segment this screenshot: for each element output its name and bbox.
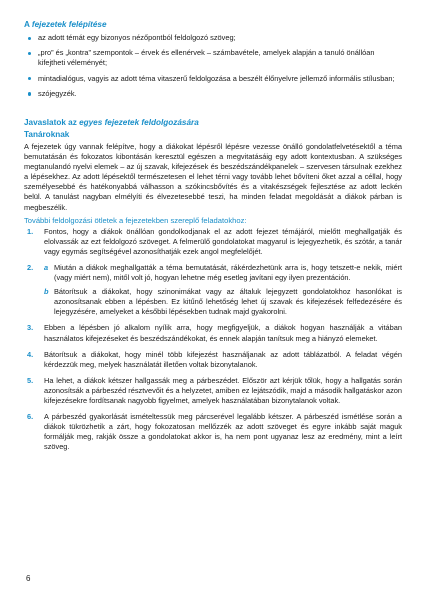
page-number: 6 — [26, 574, 31, 583]
item-number: 6. — [27, 412, 34, 422]
section-heading-structure: A fejezetek felépítése — [24, 20, 107, 29]
list-item-5 — [24, 376, 402, 406]
item-text: Fontos, hogy a diákok önállóan gondolkodjanak el az adott fejezet témájáról, mielőtt meghallgatják és elolvassák az ezt feldolgozó szöveget. A felmerülő gondolatokat magyarul is lejegyezhetik, és szótár, a tanár vagy egymás segítségével azonosíthatják ezek angol megfelelőjét. — [44, 226, 402, 256]
sub-item-b — [44, 287, 402, 317]
page-content — [24, 20, 402, 458]
item-number: 4. — [27, 349, 34, 359]
list-item-2 — [24, 263, 402, 317]
item-number: 3. — [27, 323, 34, 333]
bullet-item: mintadialógus, vagyis az adott téma vitaszerű feldolgozása a beszélt élőnyelvre jellemző informális stílusban; — [24, 74, 402, 84]
item-number: 1. — [27, 226, 34, 236]
item-text: A párbeszéd gyakorlását ismételtessük meg párcserével legalább kétszer. A párbeszéd ismétlése során a diákok tükrözhetik a zárt, hogy fokozatosan mellőzzék az adott szöveget és egyre inkább saját maguk formálják meg, rakják össze a gondolatokat akkor is, ha nem pont ugyanaz lesz az eredmény, mint a leírt szöveg. — [44, 412, 402, 452]
numbered-list — [24, 227, 402, 453]
item-number: 2. — [27, 262, 34, 272]
item-text: Ebben a lépésben jó alkalom nyílik arra, hogy megfigyeljük, a diákok hogyan használják a vitában használatos kifejezéseket és beszédszándékokat, és ennek alapján tanítsuk meg a hiányzó elemeket. — [44, 323, 402, 343]
structure-bullet-list — [24, 33, 402, 99]
item-text: Bátorítsuk a diákokat, hogy minél több kifejezést használjanak az adott táblázatból. A feladat végén kérdezzük meg, melyek használatát illetően voltak bizonytalanok. — [44, 349, 402, 369]
sub-text: Bátorítsuk a diákokat, hogy szinonimákat vagy az általuk lejegyzett gondolatokhoz hasonlókat is azonosítsanak ebben a lépésben. Ez kitűnő lehetőség lehet új szavak és kifejezések felfedezésére és lejegyzésére, amelyeket a későbbi lépésekben tudnak majd gyakorolni. — [54, 287, 402, 317]
list-item-6 — [24, 412, 402, 452]
sub-item-a — [44, 263, 402, 283]
sub-text: Miután a diákok meghallgatták a téma bemutatását, rákérdezhetünk arra is, hogy tetszett-e nekik, miért (vagy miért nem), mitől volt jó, hogyan lehetne még esetleg javítani egy ilyen prezentáción. — [54, 262, 402, 283]
bullet-item: az adott témát egy bizonyos nézőpontból feldolgozó szöveg; — [24, 33, 402, 43]
intro-paragraph: A fejezetek úgy vannak felépítve, hogy a diákokat lépésről lépésre vezesse önálló gondolatfelvetésektől a téma bemutatásán és fokozatos kibontásán keresztül egészen a megvitatásáig egy adott kontextusban. A szükséges megtanulandó nyelvi elemek – az új szavak, kifejezések és beszédszándékpanelek – szervesen társulnak ezekhez a lépésekhez. Az adott lépésektől természetesen el lehet térni vagy tovább lehet bővíteni őket azzal a céllal, hogy személyesebbé és hatékonyabbá válhasson a szókincsbővítés és a vitakészségek fejlesztése az adott leckén belül. A tanulást nagyban elmélyíti és élvezetesebbé teszi, ha minden feladat megoldását a diákok párban is megbeszélik. — [24, 142, 402, 212]
list-item-3 — [24, 323, 402, 343]
bullet-item: szójegyzék. — [24, 89, 402, 99]
bullet-item: „pro” és „kontra” szempontok – érvek és ellenérvek – számbavétele, amelyek alapján a tanuló önállóan kifejtheti véleményét; — [24, 48, 402, 68]
sub-letter: a — [44, 262, 49, 272]
sub-letter: b — [44, 287, 49, 297]
section-heading-suggestions: Javaslatok az egyes fejezetek feldolgozására — [24, 118, 199, 128]
list-item-4 — [24, 350, 402, 370]
subheading-teachers: Tanároknak — [24, 130, 70, 140]
item-number: 5. — [27, 375, 34, 385]
list-item-1 — [24, 227, 402, 257]
item-text: Ha lehet, a diákok kétszer hallgassák meg a párbeszédet. Először azt kérjük tőlük, hogy a hallgatás során azonosítsák a párbeszéd résztvevőit és a helyzetet, amiben ez lejátszódik, majd a második hallgatáskor azon kifejezésekre fordítsanak nagyobb figyelmet, amelyek használatában bizonytalanok voltak. — [44, 375, 402, 405]
list-intro: További feldolgozási ötletek a fejezetekben szereplő feladatokhoz: — [24, 215, 247, 225]
